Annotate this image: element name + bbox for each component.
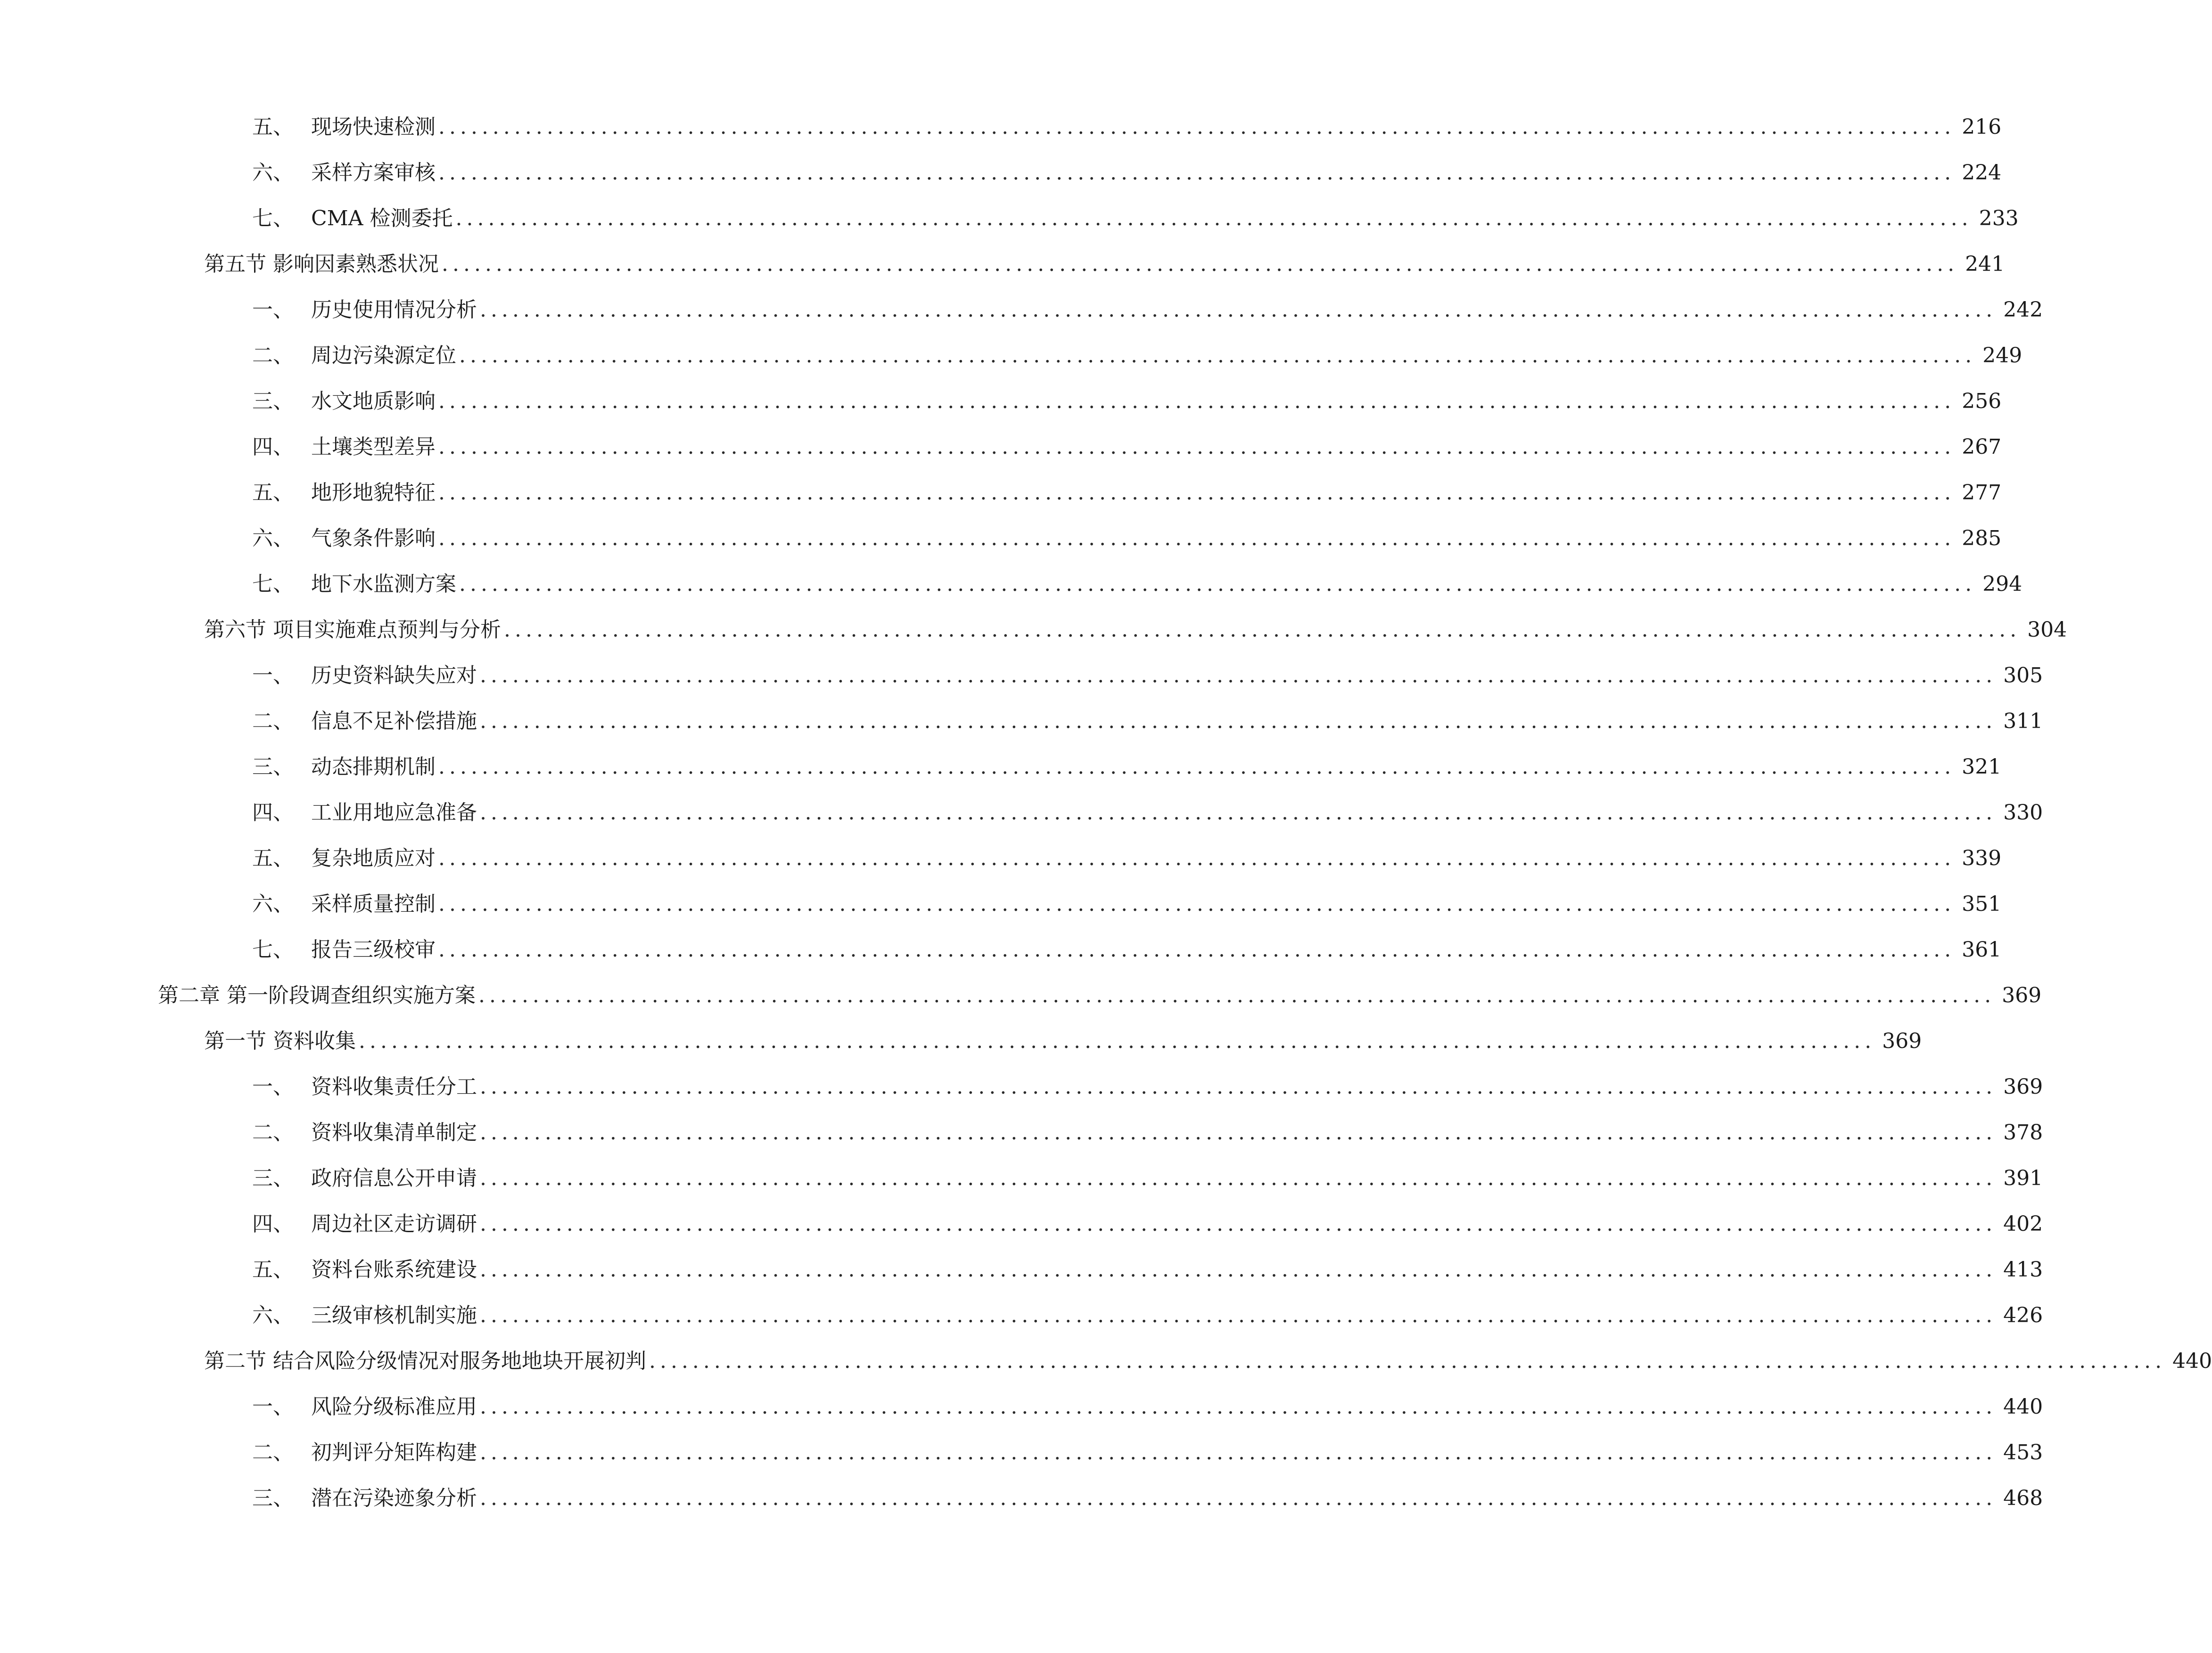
toc-entry[interactable] [252, 659, 2043, 692]
dot-leader: ............................................................................................................................................ [459, 344, 1976, 368]
toc-entry-title: 初判评分矩阵构建 [311, 1440, 477, 1465]
toc-entry-page: 378 [2003, 1121, 2043, 1145]
toc-entry[interactable] [252, 156, 2002, 189]
dot-leader: ............................................................................................................................................ [438, 526, 1956, 550]
toc-entry-page: 369 [1882, 1029, 1922, 1053]
toc-entry-number: 一、 [252, 1395, 294, 1419]
dot-leader: ............................................................................................................................................ [480, 1486, 1997, 1510]
toc-entry[interactable] [204, 248, 2005, 281]
toc-entry-page: 426 [2003, 1303, 2043, 1327]
toc-entry-page: 256 [1962, 389, 2002, 413]
dot-leader: ............................................................................................................................................ [480, 1121, 1997, 1145]
dot-leader: ............................................................................................................................................ [438, 755, 1956, 779]
toc-entry-page: 351 [1962, 892, 2002, 916]
toc-entry-page: 305 [2003, 663, 2043, 687]
dot-leader: ............................................................................................................................................ [438, 481, 1956, 505]
toc-entry-title: 复杂地质应对 [311, 846, 436, 870]
dot-leader: ............................................................................................................................................ [480, 1440, 1997, 1465]
toc-entry[interactable] [252, 842, 2002, 875]
toc-entry[interactable] [252, 385, 2002, 418]
toc-entry-title: 第六节 项目实施难点预判与分析 [204, 618, 501, 642]
toc-entry-title: 资料台账系统建设 [311, 1258, 477, 1282]
toc-entry-title: 动态排期机制 [311, 755, 436, 779]
toc-entry-number: 四、 [252, 1212, 294, 1236]
toc-entry-number: 三、 [252, 1486, 294, 1510]
toc-entry-title: 历史使用情况分析 [311, 298, 477, 322]
toc-entry-number: 五、 [252, 481, 294, 505]
toc-entry[interactable] [252, 568, 2023, 601]
toc-entry-number: 七、 [252, 572, 294, 596]
toc-entry-page: 321 [1962, 755, 2002, 779]
toc-entry-page: 285 [1962, 526, 2002, 550]
toc-entry-number: 六、 [252, 892, 294, 916]
toc-entry-title: 周边社区走访调研 [311, 1212, 477, 1236]
dot-leader: ............................................................................................................................................ [438, 938, 1956, 962]
toc-entry[interactable] [158, 979, 2042, 1012]
toc-entry-title: 第二章 第一阶段调查组织实施方案 [158, 983, 476, 1007]
toc-entry-page: 413 [2003, 1258, 2043, 1282]
dot-leader: ............................................................................................................................................ [504, 618, 2021, 642]
toc-entry-number: 二、 [252, 344, 294, 368]
toc-entry-number: 三、 [252, 1166, 294, 1190]
toc-entry-page: 330 [2003, 801, 2043, 825]
toc-entry-number: 一、 [252, 663, 294, 687]
toc-entry-number: 五、 [252, 1258, 294, 1282]
toc-entry-page: 249 [1982, 344, 2023, 368]
toc-entry-number: 二、 [252, 709, 294, 733]
dot-leader: ............................................................................................................................................ [478, 983, 1996, 1007]
toc-entry-number: 一、 [252, 1075, 294, 1099]
toc-entry-title: 报告三级校审 [311, 938, 436, 962]
toc-entry-number: 六、 [252, 526, 294, 550]
toc-entry[interactable] [252, 888, 2002, 921]
toc-entry[interactable] [252, 1436, 2043, 1469]
toc-entry-number: 七、 [252, 938, 294, 962]
toc-entry-title: 第二节 结合风险分级情况对服务地地块开展初判 [204, 1349, 646, 1373]
dot-leader: ............................................................................................................................................ [649, 1349, 2166, 1373]
toc-entry-page: 224 [1962, 161, 2002, 185]
toc-entry-page: 391 [2003, 1166, 2043, 1190]
toc-entry-title: 历史资料缺失应对 [311, 663, 477, 687]
toc-entry[interactable] [252, 476, 2002, 509]
toc-entry[interactable] [252, 202, 2019, 235]
toc-entry[interactable] [252, 1253, 2043, 1286]
toc-entry-page: 304 [2027, 618, 2067, 642]
dot-leader: ............................................................................................................................................ [438, 115, 1956, 139]
toc-entry[interactable] [252, 705, 2043, 738]
toc-entry-title: 第一节 资料收集 [204, 1029, 356, 1053]
toc-entry-number: 四、 [252, 435, 294, 459]
dot-leader: ............................................................................................................................................ [442, 252, 1959, 276]
toc-entry-page: 311 [2003, 709, 2043, 733]
dot-leader: ............................................................................................................................................ [480, 1166, 1997, 1190]
toc-entry[interactable] [252, 1116, 2043, 1149]
toc-entry[interactable] [252, 1162, 2043, 1195]
dot-leader: ............................................................................................................................................ [359, 1029, 1876, 1053]
toc-entry-page: 267 [1962, 435, 2002, 459]
toc-entry-number: 三、 [252, 755, 294, 779]
toc-entry-title: 信息不足补偿措施 [311, 709, 477, 733]
toc-entry-page: 216 [1962, 115, 2002, 139]
toc-entry-title: CMA 检测委托 [311, 206, 453, 230]
toc-entry-title: 潜在污染迹象分析 [311, 1486, 477, 1510]
toc-entry-page: 453 [2003, 1440, 2043, 1465]
toc-entry[interactable] [252, 522, 2002, 555]
dot-leader: ............................................................................................................................................ [459, 572, 1976, 596]
toc-entry-page: 402 [2003, 1212, 2043, 1236]
toc-entry[interactable] [252, 751, 2002, 784]
dot-leader: ............................................................................................................................................ [480, 1212, 1997, 1236]
toc-entry-title: 地下水监测方案 [311, 572, 456, 596]
dot-leader: ............................................................................................................................................ [480, 1075, 1997, 1099]
toc-entry-number: 五、 [252, 846, 294, 870]
toc-entry-page: 241 [1965, 252, 2005, 276]
dot-leader: ............................................................................................................................................ [438, 161, 1956, 185]
toc-entry-title: 周边污染源定位 [311, 344, 456, 368]
toc-entry-title: 气象条件影响 [311, 526, 436, 550]
toc-entry[interactable] [252, 1208, 2043, 1241]
toc-entry-page: 233 [1979, 206, 2019, 230]
toc-entry[interactable] [252, 111, 2002, 144]
dot-leader: ............................................................................................................................................ [480, 801, 1997, 825]
toc-entry[interactable] [204, 1345, 2212, 1378]
dot-leader: ............................................................................................................................................ [480, 1303, 1997, 1327]
toc-entry-number: 四、 [252, 801, 294, 825]
toc-entry-number: 六、 [252, 161, 294, 185]
toc-entry-title: 资料收集责任分工 [311, 1075, 477, 1099]
toc-entry-title: 现场快速检测 [311, 115, 436, 139]
dot-leader: ............................................................................................................................................ [480, 298, 1997, 322]
toc-entry-title: 采样方案审核 [311, 161, 436, 185]
toc-entry-number: 二、 [252, 1440, 294, 1465]
toc-entry-title: 风险分级标准应用 [311, 1395, 477, 1419]
toc-entry-title: 工业用地应急准备 [311, 801, 477, 825]
toc-entry[interactable] [204, 1025, 1922, 1058]
toc-entry-number: 一、 [252, 298, 294, 322]
dot-leader: ............................................................................................................................................ [438, 892, 1956, 916]
dot-leader: ............................................................................................................................................ [455, 206, 1973, 230]
toc-entry[interactable] [252, 431, 2002, 464]
dot-leader: ............................................................................................................................................ [438, 846, 1956, 870]
toc-entry-title: 采样质量控制 [311, 892, 436, 916]
toc-entry-page: 361 [1962, 938, 2002, 962]
toc-entry-title: 三级审核机制实施 [311, 1303, 477, 1327]
toc-entry-title: 第五节 影响因素熟悉状况 [204, 252, 439, 276]
toc-entry-number: 六、 [252, 1303, 294, 1327]
toc-entry-page: 369 [2003, 1075, 2043, 1099]
toc-entry-page: 440 [2003, 1395, 2043, 1419]
toc-entry-title: 资料收集清单制定 [311, 1121, 477, 1145]
dot-leader: ............................................................................................................................................ [438, 389, 1956, 413]
toc-entry[interactable] [252, 1482, 2043, 1515]
toc-entry[interactable] [252, 294, 2043, 327]
toc-entry-title: 地形地貌特征 [311, 481, 436, 505]
toc-entry-title: 政府信息公开申请 [311, 1166, 477, 1190]
toc-entry-number: 二、 [252, 1121, 294, 1145]
toc-entry[interactable] [252, 796, 2043, 829]
toc-entry-page: 242 [2003, 298, 2043, 322]
toc-entry-page: 294 [1982, 572, 2023, 596]
dot-leader: ............................................................................................................................................ [480, 1258, 1997, 1282]
toc-entry-number: 七、 [252, 206, 294, 230]
dot-leader: ............................................................................................................................................ [480, 1395, 1997, 1419]
toc-entry[interactable] [252, 1071, 2043, 1104]
dot-leader: ............................................................................................................................................ [480, 709, 1997, 733]
toc-entry-page: 277 [1962, 481, 2002, 505]
toc-entry-page: 468 [2003, 1486, 2043, 1510]
toc-entry[interactable] [252, 933, 2002, 966]
toc-entry-number: 五、 [252, 115, 294, 139]
toc-entry-title: 土壤类型差异 [311, 435, 436, 459]
toc-entry[interactable] [252, 339, 2023, 372]
toc-entry-page: 369 [2002, 983, 2042, 1007]
toc-entry-number: 三、 [252, 389, 294, 413]
dot-leader: ............................................................................................................................................ [480, 663, 1997, 687]
toc-entry-title: 水文地质影响 [311, 389, 436, 413]
toc-entry[interactable] [252, 1391, 2043, 1424]
dot-leader: ............................................................................................................................................ [438, 435, 1956, 459]
toc-entry-page: 339 [1962, 846, 2002, 870]
toc-entry-page: 440 [2172, 1349, 2212, 1373]
toc-entry[interactable] [252, 1299, 2043, 1332]
toc-entry[interactable] [204, 614, 2067, 646]
